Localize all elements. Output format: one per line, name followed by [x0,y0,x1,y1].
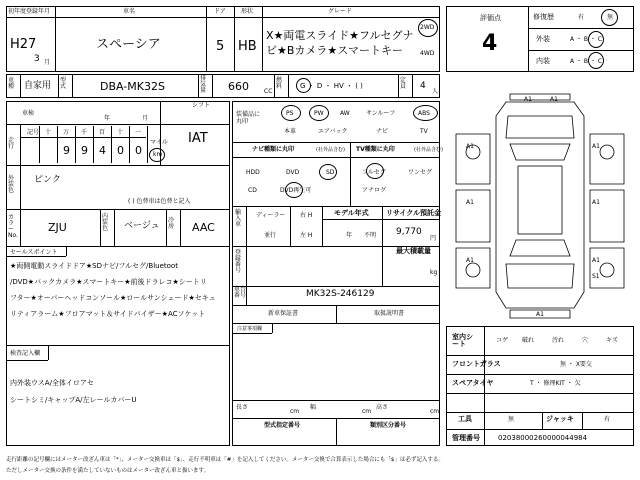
shift-label: シフト [192,102,211,109]
max-load-label: 最大積載量 [396,247,431,255]
inspector-line: シートシミ/キャップA/左レールカバーU [10,396,137,404]
car-name-label: 車名 [123,8,136,15]
era-year: H27 [10,37,37,52]
inspector-label: 検査記入欄 [10,350,41,357]
equipment-item: 本革 [284,128,297,135]
grade-line-1: X★両電スライド★フルセグナ [266,29,414,42]
km-circle [149,148,165,162]
fuel-circle [296,78,311,93]
color-note: ( ) 色替車は色替と記入 [128,198,191,205]
seat-option: 穴 [582,337,589,344]
displacement-value: 660 [228,80,249,93]
class-number-label: 類別区分番号 [370,422,407,429]
damage-mark: A1 [550,96,558,103]
color-code-label: カラーNo. [8,214,18,239]
doors-label: ドア [214,8,226,15]
type-designation-label: 型式指定番号 [264,422,301,429]
equipment-label: 装備品に丸印 [236,111,261,126]
drive-2wd: 2WD [420,24,435,31]
exterior-grade-label: 外装 [536,35,550,43]
tv-label: TV種類に丸印 [356,146,395,153]
import-label: 輸入車 [235,209,242,228]
navi-sub: (社外品含む) [316,147,345,153]
mileage-digit: 9 [81,144,88,157]
car-name: スペーシア [96,37,161,52]
navi-item: DVD [286,169,300,176]
repair-none: 無 [607,14,614,21]
capacity-value: 4 [420,81,426,91]
equipment-item: サンルーフ [366,110,396,117]
recycle-value: 9,770 [396,227,422,237]
import-parallel: 並行 [264,232,277,239]
manual-label: 取扱説明書 [374,310,405,317]
capacity-label: 定員 [400,77,407,90]
score-value: 4 [482,31,498,56]
seat-option: コゲ [496,337,509,344]
color-code-value: ZJU [48,221,67,234]
navi-item: CD [248,187,257,194]
remarks-label: 注意事項欄 [237,326,263,332]
reg-month: 3 [34,54,40,64]
first-reg-label: 初年度登録年月 [8,8,51,15]
navi-item: HDD [246,169,260,176]
jack-value: 有 [604,416,611,423]
spare-tire-label: スペアタイヤ [452,379,494,387]
color-value: ピンク [34,175,61,185]
fuel-options: G ・ D ・ HV ・ ( ) [300,82,363,90]
damage-mark: A1 [524,96,532,103]
equipment-item: ABS [418,110,430,117]
management-number: 02038000260000044984 [498,434,588,442]
tv-circle [366,163,384,179]
warranty-label: 新車保証書 [268,310,299,317]
navi-circle [319,164,337,180]
spare-tire-value: T ・ 修理KIT ・ 欠 [530,380,581,387]
model-label: 型式 [60,77,67,90]
width-unit: cm [362,408,372,415]
grade-label: グレード [328,8,353,15]
capacity-unit: 人 [432,88,439,95]
mileage-unit-label: 百 [99,129,106,136]
sales-point-line: /DVD★バックカメラ★スマートキー★前後ドラレコ★シートリ [10,278,207,286]
shift-value: IAT [188,131,208,146]
exterior-grade-circle [588,31,604,48]
windshield-value: 無 ・ X要交 [560,361,592,368]
mileage-unit-label: 一 [135,129,142,136]
grade-line-2: ビ★Bカメラ★スマートキー [266,44,404,57]
interior-color-label: 内装色 [102,213,109,232]
damage-mark: A1 [592,257,600,264]
equipment-circle [281,105,301,121]
inspection-label: 車検 [22,110,35,117]
ac-label: 冷房 [168,217,175,230]
sales-point-line: リティアラーム★フロアマット＆サイドバイザー★ACソケット [10,310,206,318]
exterior-grade-options: A ・ B ・ C [570,36,603,43]
drive-4wd: 4WD [420,50,435,57]
mileage-unit-label: 万 [63,129,70,136]
management-label: 管理番号 [452,434,480,442]
navi-item: DVD再生可 [280,187,312,194]
interior-seat-label: 室内シート [452,333,473,348]
repair-none-circle [601,9,618,26]
tv-item: アナログ [362,187,387,194]
body-shape: HB [238,39,257,54]
shape-label: 形状 [241,8,254,15]
frame-value: MK32S-246129 [306,289,375,299]
damage-mark: A1 [466,257,474,264]
tv-item: フルセグ [362,169,386,176]
fuel-label: 燃料 [276,77,283,90]
navi-circle [285,182,303,198]
width-label: 幅 [310,404,317,411]
interior-grade-circle [588,52,604,69]
seat-option: 汚れ [552,337,565,344]
displacement-label: 排気量 [200,75,207,94]
model-year-year: 年 [346,232,353,239]
color-label: 外装色 [8,175,15,194]
mileage-digit: 0 [135,144,142,157]
mileage-digit: 9 [63,144,70,157]
import-left-hand: 左 H [300,232,313,239]
tv-item: ワンセグ [408,169,433,176]
seat-option: 破れ [522,337,535,344]
damage-mark: A1 [466,143,474,150]
registration-label: 登録番号 [235,249,242,274]
cc-unit: CC [264,88,273,95]
height-unit: cm [430,408,440,415]
recycle-unit: 円 [430,235,437,242]
use-value: 自家用 [24,81,52,91]
equipment-item: AW [340,110,350,117]
model-year-label: モデル年式 [334,209,369,217]
equipment-item: ナビ [376,128,389,135]
length-unit: cm [290,408,300,415]
equipment-circle [309,105,329,121]
mileage-unit-label: 十 [117,129,124,136]
model-year-value: 不明 [364,232,377,239]
tv-sub: (社外品含む) [414,147,443,153]
score-label: 評価点 [480,14,501,22]
jack-label: ジャッキ [546,415,574,423]
mileage-unit-label: 十 [45,129,52,136]
sales-points-label: セールスポイント [10,249,58,256]
height-label: 高さ [376,404,389,411]
mileage-unit-label: 千 [81,129,88,136]
equipment-item: PS [286,110,294,117]
import-dealer: ディーラー [256,212,286,219]
sales-point-line: ★両側電動スライドドア★SDナビ/フルセグ/Bluetoot [10,262,178,270]
damage-mark: A1 [592,199,600,206]
mile-unit: マイル [150,139,168,146]
inspection-year: 年 [104,115,111,122]
length-label: 長さ [236,404,249,411]
equipment-circle [413,105,438,121]
model-value: DBA-MK32S [100,80,165,93]
tools-value: 無 [508,416,515,423]
interior-grade-options: A ・ B ・ C [570,58,603,65]
equipment-item: エアバック [318,128,348,135]
interior-color-value: ベージュ [124,221,160,231]
equipment-item: TV [420,128,428,135]
footnote-line-1: 走行距離の記号欄にはメーター改ざん車は「*」、メーター交換車は「$」、走行不明車は「#」を記入してください。メーター交換で合算表示した場合にも「$」は必ず記入する。 [6,457,444,463]
km-unit: km [153,151,163,158]
damage-mark: S1 [592,273,600,280]
damage-diagram [446,92,634,320]
equipment-item: PW [314,110,324,117]
navi-item: SD [326,169,335,176]
reg-month-unit: 月 [44,59,51,66]
mileage-label: 走行 [8,137,15,150]
door-count: 5 [216,39,225,54]
footnote-line-2: ただしメーター交換の条件を満たしていないものはメーター改ざん車と扱います。 [6,468,210,474]
import-right-hand: 右 H [300,212,313,219]
inspector-line: 内外装ウスA/全体イロアセ [10,379,94,387]
damage-mark: A1 [466,199,474,206]
repair-has: 有 [578,14,585,21]
frame-label: 車台番号 [234,286,247,299]
interior-grade-label: 内装 [536,57,550,65]
damage-mark: A1 [536,311,544,318]
mileage-unit-label: 記号 [27,129,40,136]
repair-label: 修復歴 [533,13,554,21]
damage-mark: A1 [592,143,600,150]
ac-value: AAC [192,221,215,234]
seat-option: キズ [606,337,618,344]
mileage-digit: 4 [99,144,106,157]
mileage-digit: 0 [117,144,124,157]
tools-label: 工具 [458,415,472,423]
use-label: 車種 [8,77,15,90]
recycle-label: リサイクル預託金 [386,209,442,217]
max-load-unit: kg [430,269,438,276]
windshield-label: フロントガラス [452,360,501,368]
navi-label: ナビ種類に丸印 [252,146,295,153]
sales-point-line: フター★オーバーヘッドコンソール★ロールサンシェード★セキュ [10,294,216,302]
inspection-month: 月 [142,115,149,122]
